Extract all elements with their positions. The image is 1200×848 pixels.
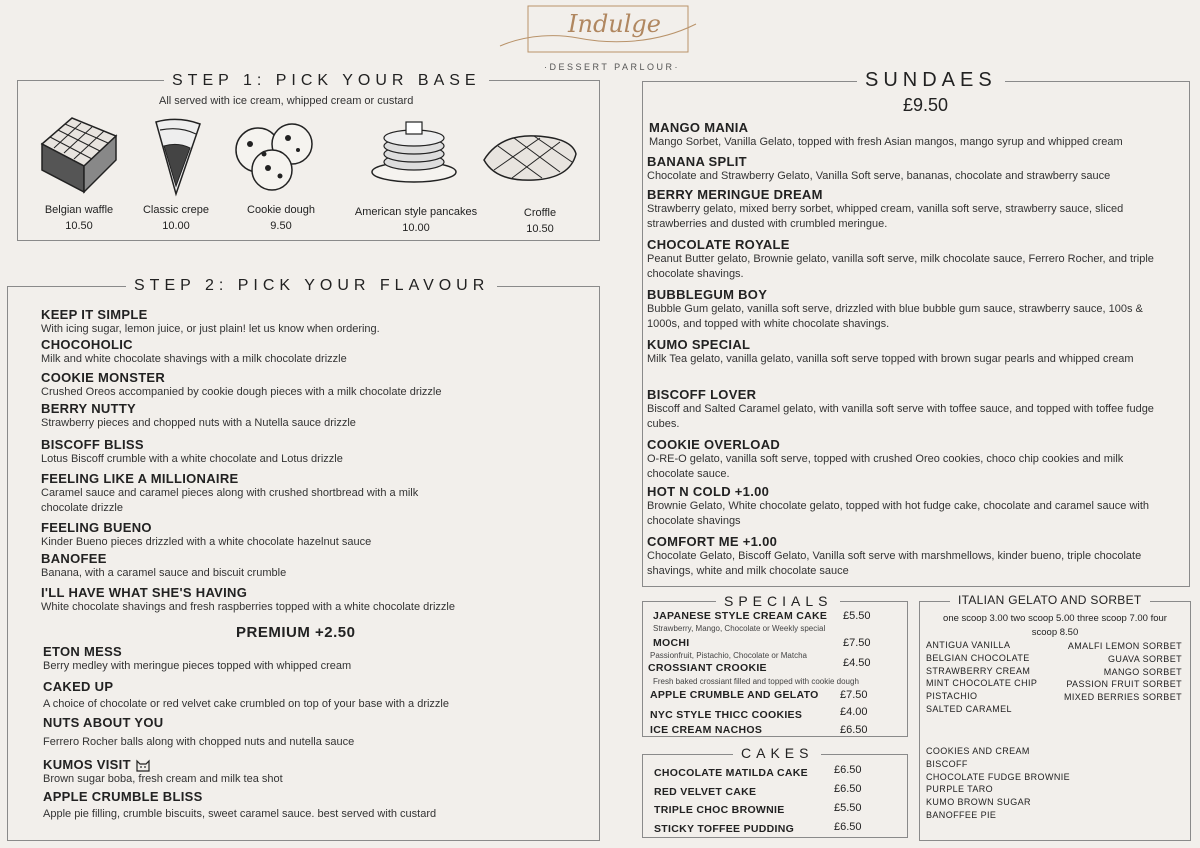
gelato-flavour: ANTIGUA VANILLA — [926, 640, 1011, 650]
flavour-name: BANOFEE — [41, 551, 107, 566]
sorbet-flavour: AMALFI LEMON SORBET — [1067, 641, 1182, 651]
base-croffle — [485, 205, 595, 237]
special-note: Passionfruit, Pistachio, Chocolate or Matcha — [650, 651, 807, 660]
sundae-name: CHOCOLATE ROYALE — [647, 237, 790, 252]
waffle-icon — [34, 114, 120, 196]
flavour-name: CHOCOHOLIC — [41, 337, 133, 352]
gelato-flavour: STRAWBERRY CREAM — [926, 665, 1031, 676]
premium-desc: Apple pie filling, crumble biscuits, sweet caramel sauce. best served with custard — [43, 808, 437, 820]
sundae-desc: Brownie Gelato, White chocolate gelato, topped with hot fudge cake, chocolate and caramel sauce with chocolate shavings — [647, 500, 1150, 527]
premium-name: CAKED UP — [43, 679, 114, 694]
sundae-name: COMFORT ME +1.00 — [647, 534, 778, 549]
sundae-desc: Mango Sorbet, Vanilla Gelato, topped with fresh Asian mangos, mango syrup and whipped cream — [649, 136, 1123, 148]
sundae-desc: Bubble Gum gelato, vanilla soft serve, drizzled with blue bubble gum sauce, strawberry sauce, 100s & 1000s, and topped with white chocolate shavings. — [647, 303, 1143, 330]
sorbet-flavour: MIXED BERRIES SORBET — [1063, 692, 1182, 703]
sundae-name: KUMO SPECIAL — [647, 337, 751, 352]
cake-name: TRIPLE CHOC BROWNIE — [654, 804, 785, 816]
cookie-icon — [228, 120, 320, 192]
sundae-desc: Strawberry gelato, mixed berry sorbet, whipped cream, vanilla soft serve, strawberry sauce, sliced strawberries and dusted with crumbled meringue. — [647, 203, 1124, 230]
cake-name: CHOCOLATE MATILDA CAKE — [654, 767, 808, 779]
gelato-pricing — [923, 612, 1187, 640]
special-name: APPLE CRUMBLE AND GELATO — [650, 689, 819, 701]
premium-name: NUTS ABOUT YOU — [43, 715, 164, 730]
special-name: MOCHI — [653, 637, 690, 649]
flavour-desc: Strawberry pieces and chopped nuts with a Nutella sauce drizzle — [41, 417, 356, 429]
gelato-pricing-line1: one scoop 3.00 two scoop 5.00 three scoop 7.00 four — [943, 613, 1167, 624]
cakes-title: CAKES — [733, 745, 821, 761]
sundae-desc: Chocolate Gelato, Biscoff Gelato, Vanilla soft serve with marshmellows, kinder bueno, triple chocolate shavings, white and milk chocolate sauce — [647, 550, 1142, 577]
cake-price: £6.50 — [834, 821, 862, 833]
sorbet-flavour: MANGO SORBET — [1103, 666, 1182, 677]
flavour-name: FEELING LIKE A MILLIONAIRE — [41, 471, 239, 486]
logo — [498, 4, 698, 74]
base-price: 10.50 — [526, 223, 554, 235]
flavour-name: FEELING BUENO — [41, 520, 152, 535]
sundae-name: COOKIE OVERLOAD — [647, 437, 781, 452]
gelato-title: ITALIAN GELATO AND SORBET — [950, 593, 1150, 607]
base-classic-crepe — [121, 202, 231, 234]
logo-text: Indulge — [568, 10, 661, 38]
special-name: NYC STYLE THICC COOKIES — [650, 709, 803, 721]
cake-price: £6.50 — [834, 783, 862, 795]
flavour-name: BERRY NUTTY — [41, 401, 137, 416]
special-price: £4.00 — [840, 706, 868, 718]
gelato-flavour: MINT CHOCOLATE CHIP — [926, 678, 1038, 689]
gelato-right-list — [1030, 640, 1182, 704]
flavour-desc: Lotus Biscoff crumble with a white chocolate and Lotus drizzle — [41, 453, 343, 465]
sundae-name: BERRY MERINGUE DREAM — [647, 187, 823, 202]
special-price: £6.50 — [840, 724, 868, 736]
special-price: £4.50 — [843, 657, 871, 669]
base-price: 10.50 — [65, 220, 93, 232]
sundae-name: MANGO MANIA — [649, 120, 749, 135]
step1-subtitle: All served with ice cream, whipped cream or custard — [159, 95, 414, 107]
gelato-left-list — [926, 639, 1037, 716]
specials-title: SPECIALS — [716, 593, 840, 609]
flavour-name: KEEP IT SIMPLE — [41, 307, 148, 322]
sundae-desc: Peanut Butter gelato, Brownie gelato, vanilla soft serve, milk chocolate sauce, Ferrero Rocher, and triple chocolate shavings. — [647, 253, 1154, 280]
flavour-name: BISCOFF BLISS — [41, 437, 144, 452]
base-price: 9.50 — [270, 220, 292, 232]
logo-subtitle: ·DESSERT PARLOUR· — [544, 62, 681, 72]
special-price: £5.50 — [843, 610, 871, 622]
base-name: Croffle — [523, 207, 557, 219]
special-note: Fresh baked crossiant filled and topped with cookie dough — [653, 677, 859, 686]
gelato-flavour: BISCOFF — [926, 758, 968, 769]
premium-desc: Berry medley with meringue pieces topped with whipped cream — [43, 660, 352, 672]
crepe-icon — [150, 116, 206, 198]
step1-title: STEP 1: PICK YOUR BASE — [164, 72, 489, 90]
gelato-flavour: PISTACHIO — [926, 691, 978, 702]
flavour-name: I'LL HAVE WHAT SHE'S HAVING — [41, 585, 248, 600]
sundaes-title: SUNDAES — [857, 69, 1005, 92]
premium-desc: Brown sugar boba, fresh cream and milk tea shot — [43, 773, 283, 785]
base-name: American style pancakes — [354, 206, 478, 218]
special-price: £7.50 — [843, 637, 871, 649]
cakes-list — [654, 762, 904, 836]
base-cookie-dough — [226, 202, 336, 234]
gelato-flavour: BANOFFEE PIE — [926, 809, 997, 820]
base-name: Cookie dough — [247, 204, 315, 216]
gelato-flavour: BELGIAN CHOCOLATE — [926, 652, 1030, 663]
base-american-pancakes — [341, 204, 491, 236]
gelato-flavour: COOKIES AND CREAM — [926, 746, 1030, 756]
specials-list — [648, 610, 904, 735]
premium-title: PREMIUM +2.50 — [236, 624, 356, 641]
cake-price: £5.50 — [834, 802, 862, 814]
base-name: Classic crepe — [142, 204, 210, 216]
flavour-desc: Caramel sauce and caramel pieces along with crushed shortbread with a milk chocolate drizzle — [41, 487, 419, 514]
gelato-flavour: PURPLE TARO — [926, 784, 994, 795]
premium-name: APPLE CRUMBLE BLISS — [43, 789, 203, 804]
gelato-flavour: CHOCOLATE FUDGE BROWNIE — [926, 771, 1071, 782]
base-price: 10.00 — [402, 222, 430, 234]
flavour-desc: Milk and white chocolate shavings with a milk chocolate drizzle — [41, 353, 347, 365]
premium-name: KUMOS VISIT — [43, 757, 131, 772]
sundae-name: BISCOFF LOVER — [647, 387, 757, 402]
step2-title: STEP 2: PICK YOUR FLAVOUR — [126, 277, 497, 295]
gelato-flavour: KUMO BROWN SUGAR — [926, 797, 1031, 808]
sundae-name: HOT N COLD +1.00 — [647, 484, 770, 499]
flavour-desc: White chocolate shavings and fresh raspberries topped with a white chocolate drizzle — [41, 601, 455, 613]
cake-name: RED VELVET CAKE — [654, 786, 757, 798]
sundae-desc: Chocolate and Strawberry Gelato, Vanilla Soft serve, bananas, chocolate and strawberry sauce — [647, 170, 1111, 182]
sorbet-flavour: PASSION FRUIT SORBET — [1066, 679, 1182, 690]
cake-price: £6.50 — [834, 764, 862, 776]
pancake-icon — [370, 112, 458, 184]
special-note: Strawberry, Mango, Chocolate or Weekly special — [653, 624, 826, 633]
cake-name: STICKY TOFFEE PUDDING — [654, 823, 795, 835]
premium-name: ETON MESS — [43, 644, 123, 659]
sundaes-price: £9.50 — [903, 95, 949, 115]
flavour-desc: Crushed Oreos accompanied by cookie dough pieces with a milk chocolate drizzle — [41, 386, 442, 398]
croffle-icon — [480, 128, 580, 186]
sorbet-flavour: GUAVA SORBET — [1108, 653, 1182, 664]
base-belgian-waffle — [24, 202, 134, 234]
sundae-desc: Biscoff and Salted Caramel gelato, with vanilla soft serve with toffee sauce, and topped with toffee fudge cubes. — [647, 403, 1154, 430]
base-price: 10.00 — [162, 220, 190, 232]
special-price: £7.50 — [840, 689, 868, 701]
sundae-desc: Milk Tea gelato, vanilla gelato, vanilla soft serve topped with brown sugar pearls and whipped cream — [647, 353, 1134, 365]
flavour-desc: With icing sugar, lemon juice, or just plain! let us know when ordering. — [41, 323, 380, 335]
sundae-name: BANANA SPLIT — [647, 154, 747, 169]
special-name: JAPANESE STYLE CREAM CAKE — [653, 610, 828, 622]
special-name: ICE CREAM NACHOS — [650, 724, 763, 736]
gelato-flavour: SALTED CARAMEL — [926, 703, 1012, 714]
sundae-desc: O-RE-O gelato, vanilla soft serve, topped with crushed Oreo cookies, choco chip cookies and milk chocolate sauce. — [647, 453, 1124, 480]
flavour-desc: Kinder Bueno pieces drizzled with a white chocolate hazelnut sauce — [41, 536, 372, 548]
gelato-pricing-line2: scoop 8.50 — [1031, 627, 1079, 638]
gelato-bottom-list — [926, 745, 1070, 822]
special-name: CROSSIANT CROOKIE — [648, 662, 767, 674]
base-name: Belgian waffle — [44, 204, 114, 216]
cat-icon — [135, 758, 151, 772]
premium-desc: A choice of chocolate or red velvet cake crumbled on top of your base with a drizzle — [43, 698, 449, 710]
flavour-desc: Banana, with a caramel sauce and biscuit crumble — [41, 567, 287, 579]
sundae-name: BUBBLEGUM BOY — [647, 287, 768, 302]
premium-desc: Ferrero Rocher balls along with chopped nuts and nutella sauce — [43, 736, 355, 748]
flavour-name: COOKIE MONSTER — [41, 370, 166, 385]
